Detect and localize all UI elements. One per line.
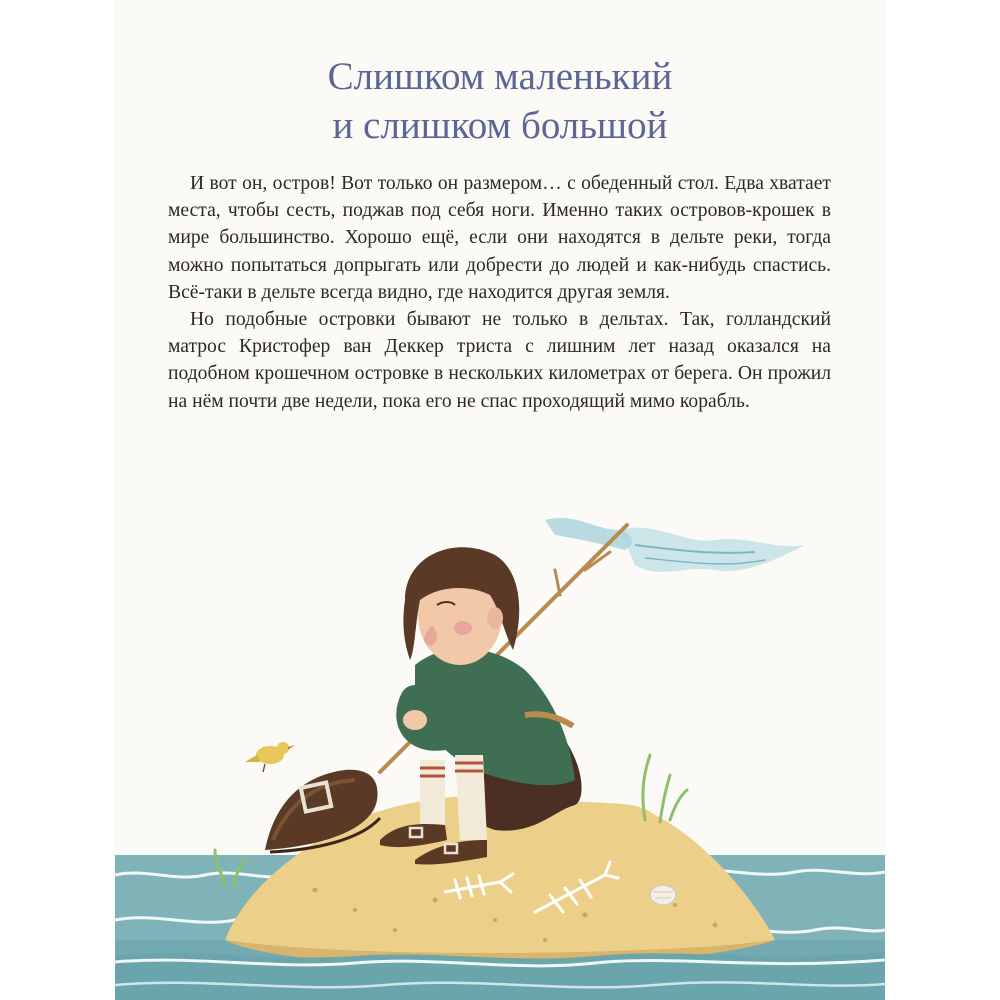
chapter-title-line-2: и слишком большой [332,104,668,147]
chapter-title-line-1: Слишком маленький [327,55,673,98]
body-text [168,170,831,415]
shell [650,885,676,905]
book-page [115,0,885,1000]
paragraph-1: И вот он, остров! Вот только он размером… с обеденный стол. Едва хватает места, чтобы сесть, поджав под себя ноги. Именно таких островов-крошек в мире большинство. Хорошо ещё, если они находятся в дельте реки, тогда можно попытаться допрыгать или добрести до людей и как-нибудь спастись. Всё-таки в дельте всегда видно, где находится другая земля. [168,173,831,303]
paragraph-2: Но подобные островки бывают не только в дельтах. Так, голландский матрос Кристофер ван Деккер триста с лишним лет назад оказался на подобном крошечном островке в нескольких километрах от берега. Он прожил на нём почти две недели, пока его не спас проходящий мимо корабль. [168,309,831,412]
bird [245,742,295,772]
castaway-illustration [115,500,885,1000]
waving-cloth [545,518,805,572]
chapter-title [115,52,885,150]
